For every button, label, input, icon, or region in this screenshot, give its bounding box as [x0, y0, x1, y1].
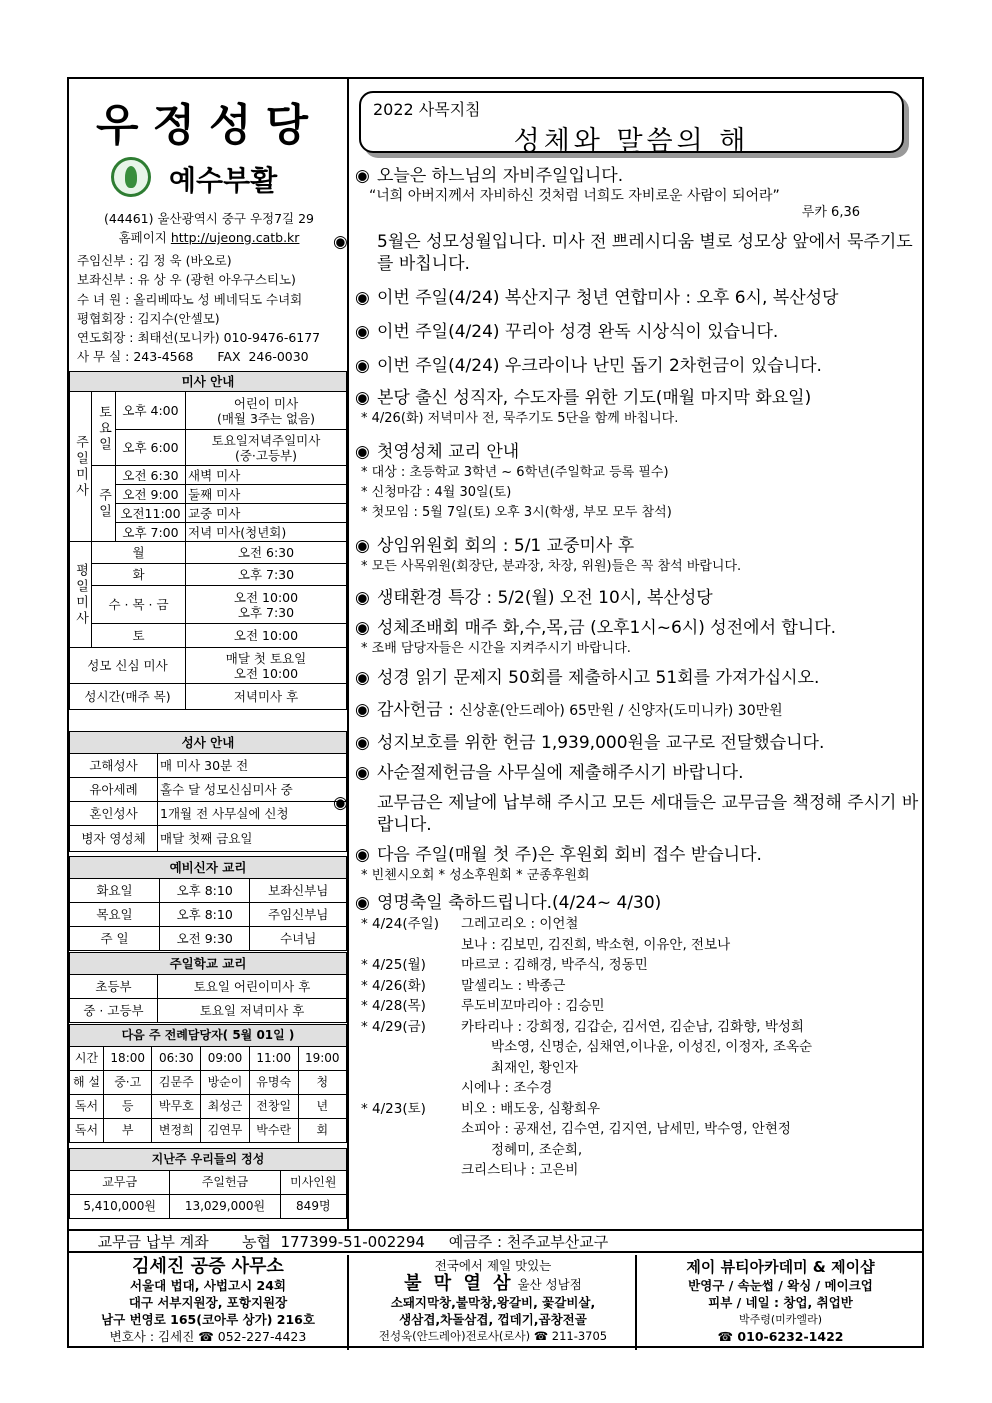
bullet-icon: ◉ — [355, 845, 370, 865]
sacrament-detail: 홀수 달 성모신심미사 중 — [158, 778, 347, 802]
ad-line: ☎ 010-6232-1422 — [717, 1329, 844, 1344]
church-address — [69, 209, 349, 247]
bullet-icon: ◉ — [355, 700, 370, 720]
feast-row — [361, 1099, 920, 1120]
sacrament-detail: 매 미사 30분 전 — [158, 754, 347, 778]
ad-beauty-academy — [639, 1255, 922, 1350]
feast-date: * 4/23(토) — [361, 1100, 426, 1117]
announcement — [355, 355, 920, 377]
duty-cell: 부 — [104, 1119, 152, 1143]
announcement-detail: 신상훈(안드레아) 65만원 / 신양자(도미니카) 30만원 — [459, 703, 783, 719]
offering-table — [69, 1148, 347, 1219]
class-day: 목요일 — [70, 903, 160, 927]
liturgy-duty-table — [69, 1024, 347, 1143]
homepage-label: 홈페이지 — [118, 230, 167, 245]
feast-row — [361, 1058, 920, 1079]
sacrament-name: 고해성사 — [70, 754, 158, 778]
weekday-name: 월 — [92, 542, 186, 564]
weekday-name: 토 — [92, 624, 186, 648]
feast-row — [361, 935, 920, 956]
feast-row — [361, 1017, 920, 1038]
announcement — [355, 699, 920, 722]
ad-restaurant — [351, 1255, 637, 1350]
announcement — [355, 732, 920, 754]
sacrament-name: 유아세례 — [70, 778, 158, 802]
catechumen-table — [69, 856, 347, 951]
feast-names: 카타리나 : 강희정, 김갑순, 김서연, 김순남, 김화향, 박성희 — [461, 1018, 804, 1035]
feast-names: 최재인, 황인자 — [461, 1059, 578, 1076]
duty-cell: 독서 — [70, 1095, 104, 1119]
account-info: 교무금 납부 계좌 농협 177399-51-002294 예금주 : 천주교부산교구 — [69, 1231, 922, 1253]
duty-cell: 11:00 — [249, 1047, 298, 1071]
catechumen-header: 예비신자 교리 — [70, 857, 347, 879]
announcement-text: 이번 주일(4/24) 꾸리아 성경 완독 시상식이 있습니다. — [377, 322, 779, 342]
saturday-label: 토요일 — [92, 392, 116, 466]
announcement-text: 이번 주일(4/24) 우크라이나 난민 돕기 2차헌금이 있습니다. — [377, 356, 822, 376]
school-division: 중 · 고등부 — [70, 999, 158, 1023]
sacrament-name: 병자 영성체 — [70, 826, 158, 852]
announcement — [333, 231, 920, 275]
duty-cell: 06:30 — [152, 1047, 201, 1071]
announcement — [355, 762, 920, 784]
mass-time: 오전 10:00 — [186, 624, 347, 648]
bullet-icon: ◉ — [355, 733, 370, 753]
mass-time: 오후 4:00 — [116, 392, 186, 430]
class-time: 오후 8:10 — [160, 903, 250, 927]
mass-name: 둘째 미사 — [186, 485, 347, 504]
ad-title: 김세진 공증 사무소 — [132, 1256, 284, 1277]
announcement-text: 감사헌금 : — [377, 700, 454, 720]
duty-cell: 중·고 — [104, 1071, 152, 1095]
announcement-text: 성경 읽기 문제지 50회를 제출하시고 51회를 가져가십시오. — [377, 668, 820, 688]
mass-time: 오전 6:30 — [116, 466, 186, 485]
feast-row — [361, 1119, 920, 1140]
bullet-icon: ◉ — [355, 356, 370, 376]
announcement-subtext: * 조배 담당자들은 시간을 지켜주시기 바랍니다. — [361, 641, 631, 656]
sunday-mass-label: 주일미사 — [70, 392, 92, 542]
mass-time: 오후 7:00 — [116, 523, 186, 542]
homepage-link[interactable]: http://ujeong.catb.kr — [170, 230, 300, 245]
bulletin-frame — [67, 77, 924, 1348]
bullet-icon: ◉ — [355, 322, 370, 342]
sacrament-detail: 1개월 전 사무실에 신청 — [158, 802, 347, 826]
ad-line: 소돼지막창,불막창,왕갈비, 꽃갈비살, — [390, 1295, 596, 1310]
class-time: 오전 9:30 — [160, 927, 250, 951]
feast-date: * 4/24(주일) — [361, 916, 439, 932]
announcement-subtext: * 대상 : 초등학교 3학년 ~ 6학년(주일학교 등록 필수) — [361, 465, 669, 480]
scripture-quote: “너희 아버지께서 자비하신 것처럼 너희도 자비로운 사람이 되어라” — [369, 188, 780, 204]
special-mass-name: 성시간(매주 목) — [70, 684, 186, 710]
announcement-text: 상임위원회 회의 : 5/1 교중미사 후 — [377, 536, 635, 556]
school-time: 토요일 저녁미사 후 — [158, 999, 347, 1023]
mass-time: 오전 6:30 — [186, 542, 347, 564]
ad-line: 생삼겹,차돌삼겹, 껍데기,곱창전골 — [399, 1312, 587, 1327]
right-column — [333, 79, 922, 1229]
liturgical-season: 예수부활 — [169, 164, 278, 197]
ad-line: 남구 번영로 165(코아루 상가) 216호 — [101, 1312, 315, 1327]
staff-list — [77, 251, 320, 367]
duty-cell: 18:00 — [104, 1047, 152, 1071]
announcement-text: 영명축일 축하드립니다.(4/24~ 4/30) — [377, 893, 662, 913]
announcement — [355, 387, 920, 409]
advertisements — [69, 1255, 922, 1350]
staff-line: 수 녀 원 : 올리베따노 성 베네딕도 수녀회 — [77, 291, 303, 307]
offering-value: 849명 — [280, 1195, 346, 1219]
announcement-subtext: * 첫모임 : 5월 7일(토) 오후 3시(학생, 부모 모두 참석) — [361, 505, 672, 520]
announcement — [355, 321, 920, 343]
feast-row — [361, 996, 920, 1017]
motto-year: 2022 사목지침 — [373, 100, 481, 119]
class-teacher: 보좌신부님 — [250, 879, 347, 903]
mass-name: 토요일저녁주일미사 (중·고등부) — [186, 430, 347, 466]
announcement-text: 성체조배회 매주 화,수,목,금 (오후1시~6시) 성전에서 합니다. — [377, 618, 837, 638]
announcement — [355, 165, 920, 187]
mass-name: 저녁 미사(청년회) — [186, 523, 347, 542]
sacrament-detail: 매달 첫째 금요일 — [158, 826, 347, 852]
announcement-text: 다음 주일(매월 첫 주)은 후원회 회비 접수 받습니다. — [377, 845, 762, 865]
feast-names: 시에나 : 조수경 — [461, 1080, 553, 1096]
bullet-icon: ◉ — [355, 588, 370, 608]
announcement — [355, 441, 920, 463]
feast-row — [361, 955, 920, 976]
duty-cell: 변정희 — [152, 1119, 201, 1143]
offering-label: 교무금 — [70, 1171, 170, 1195]
feast-names: 박소영, 신명순, 심채연,이나윤, 이성진, 이정자, 조옥순 — [461, 1039, 813, 1055]
announcement — [355, 587, 920, 609]
announcement-text: 오늘은 하느님의 자비주일입니다. — [377, 166, 624, 186]
announcement-subtext: * 신청마감 : 4월 30일(토) — [361, 485, 512, 500]
sacrament-name: 혼인성사 — [70, 802, 158, 826]
feast-date: * 4/29(금) — [361, 1018, 426, 1035]
weekday-name: 수 · 목 · 금 — [92, 586, 186, 624]
sunday-school-table — [69, 952, 347, 1023]
feast-names: 말셀리노 : 박종근 — [461, 977, 566, 994]
feast-row — [361, 976, 920, 997]
duty-cell: 년 — [298, 1095, 346, 1119]
feast-names: 정혜미, 조순희, — [461, 1141, 583, 1158]
announcement-text: 생태환경 특강 : 5/2(월) 오전 10시, 복산성당 — [377, 588, 713, 608]
duty-cell: 청 — [298, 1071, 346, 1095]
motto-title: 성체와 말씀의 해 — [513, 126, 750, 157]
announcement-subtext: * 모든 사목위원(회장단, 분과장, 차장, 위원)들은 꼭 참석 바랍니다. — [361, 559, 742, 574]
feast-names: 보나 : 김보민, 김진희, 박소현, 이유안, 전보나 — [461, 936, 731, 953]
ad-line: 울산 성남점 — [517, 1277, 582, 1292]
mass-time: 오전 10:00 오후 7:30 — [186, 586, 347, 624]
feast-names: 루도비꼬마리아 : 김승민 — [461, 998, 605, 1014]
announcement — [355, 287, 920, 309]
announcement — [355, 892, 920, 914]
duty-cell: 해 설 — [70, 1071, 104, 1095]
mass-time: 오전11:00 — [116, 504, 186, 523]
class-teacher: 주임신부님 — [250, 903, 347, 927]
sacrament-table — [69, 731, 347, 852]
offering-label: 주일헌금 — [170, 1171, 280, 1195]
duty-cell: 전창일 — [249, 1095, 298, 1119]
school-division: 초등부 — [70, 975, 158, 999]
duty-cell: 김연무 — [201, 1119, 250, 1143]
feast-date: * 4/26(화) — [361, 977, 426, 994]
ad-line: 전성욱(안드레아)전로사(로사) ☎ 211-3705 — [378, 1329, 608, 1343]
sacrament-header: 성사 안내 — [70, 732, 347, 754]
mass-time: 오후 6:00 — [116, 430, 186, 466]
left-column — [69, 79, 349, 1229]
announcement — [333, 792, 920, 836]
offering-label: 미사인원 — [280, 1171, 346, 1195]
announcement-text: 본당 출신 성직자, 수도자를 위한 기도(매월 마지막 화요일) — [377, 388, 812, 408]
feast-names: 소피아 : 공재선, 김수연, 김지연, 남세민, 박수영, 안현정 — [461, 1121, 791, 1137]
duty-cell: 시간 — [70, 1047, 104, 1071]
mass-time: 오후 7:30 — [186, 564, 347, 586]
class-day: 화요일 — [70, 879, 160, 903]
announcement — [355, 844, 920, 866]
ad-line: 변호사 : 김세진 ☎ 052-227-4423 — [109, 1329, 307, 1344]
ad-line: 서울대 법대, 사법고시 24회 — [130, 1278, 286, 1293]
staff-line: 보좌신부 : 유 상 우 (광헌 아우구스티노) — [77, 272, 296, 288]
duty-cell: 유명숙 — [249, 1071, 298, 1095]
duty-header: 다음 주 전례담당자( 5월 01일 ) — [70, 1025, 347, 1047]
staff-line: 연도회장 : 최태선(모니카) 010-9476-6177 — [77, 330, 321, 346]
mass-name: 어린이 미사 (매월 3주는 없음) — [186, 392, 347, 430]
bullet-icon: ◉ — [355, 388, 370, 408]
duty-cell: 등 — [104, 1095, 152, 1119]
bullet-icon: ◉ — [355, 166, 370, 186]
staff-line: 주임신부 : 김 정 욱 (바오로) — [77, 253, 232, 268]
ad-line: 피부 / 네일 : 창업, 취업반 — [708, 1295, 853, 1310]
announcement — [355, 617, 920, 639]
bullet-icon: ◉ — [355, 763, 370, 783]
sunday-school-header: 주일학교 교리 — [70, 953, 347, 975]
scripture-ref: 루카 6,36 — [801, 205, 860, 220]
announcement-text: 첫영성체 교리 안내 — [377, 442, 520, 462]
address-line: (44461) 울산광역시 중구 우정7길 29 — [103, 211, 315, 226]
feast-day-list — [355, 914, 920, 1181]
feast-names: 마르코 : 김해경, 박주식, 정동민 — [461, 957, 648, 973]
announcement — [355, 667, 920, 689]
bullet-icon: ◉ — [333, 232, 348, 252]
duty-cell: 최성근 — [201, 1095, 250, 1119]
duty-cell: 김문주 — [152, 1071, 201, 1095]
duty-cell: 19:00 — [298, 1047, 346, 1071]
staff-line: 사 무 실 : 243-4568 FAX 246-0030 — [77, 349, 309, 365]
announcement-text: 교무금은 제날에 납부해 주시고 모든 세대들은 교무금을 책정해 주시기 바랍니다. — [377, 793, 919, 835]
feast-names: 비오 : 배도웅, 심황희우 — [461, 1100, 601, 1117]
offering-value: 5,410,000원 — [70, 1195, 170, 1219]
special-mass-time: 저녁미사 후 — [186, 684, 347, 710]
announcement-subtext: * 4/26(화) 저녁미사 전, 묵주기도 5단을 함께 바칩니다. — [361, 411, 679, 426]
ad-line: 박주령(미카엘라) — [739, 1313, 822, 1326]
ad-line: 전국에서 제일 맛있는 — [434, 1258, 552, 1273]
bullet-icon: ◉ — [355, 288, 370, 308]
feast-date: * 4/28(목) — [361, 998, 426, 1014]
special-mass-time: 매달 첫 토요일 오전 10:00 — [186, 648, 347, 684]
feast-row — [361, 914, 920, 935]
announcement — [355, 535, 920, 557]
weekday-name: 화 — [92, 564, 186, 586]
feast-row — [361, 1037, 920, 1058]
mass-name: 교중 미사 — [186, 504, 347, 523]
duty-cell: 회 — [298, 1119, 346, 1143]
offering-value: 13,029,000원 — [170, 1195, 280, 1219]
bullet-icon: ◉ — [355, 618, 370, 638]
homepage-line — [69, 228, 349, 247]
bullet-icon: ◉ — [333, 793, 348, 813]
church-logo-icon — [111, 157, 151, 197]
duty-cell: 09:00 — [201, 1047, 250, 1071]
duty-cell: 독서 — [70, 1119, 104, 1143]
announcement-text: 성지보호를 위한 헌금 1,939,000원을 교구로 전달했습니다. — [377, 733, 825, 753]
footer — [69, 1229, 922, 1344]
feast-names: 크리스티나 : 고은비 — [461, 1162, 579, 1178]
mass-header: 미사 안내 — [70, 372, 347, 392]
mass-schedule-table — [69, 371, 347, 710]
announcement-text: 사순절제헌금을 사무실에 제출해주시기 바랍니다. — [377, 763, 744, 783]
mass-time: 오전 9:00 — [116, 485, 186, 504]
ad-title: 제이 뷰티아카데미 & 제이샵 — [686, 1258, 875, 1276]
church-name: 우정성당 — [95, 100, 322, 151]
ad-notary-office — [69, 1255, 349, 1350]
feast-names: 그레고리오 : 이언철 — [461, 916, 579, 932]
bullet-icon: ◉ — [355, 668, 370, 688]
weekday-mass-label: 평일미사 — [70, 542, 92, 648]
offering-header: 지난주 우리들의 정성 — [70, 1149, 347, 1171]
announcement-text: 5월은 성모성월입니다. 미사 전 쁘레시디움 별로 성모상 앞에서 묵주기도를 바칩니다. — [377, 232, 913, 274]
bullet-icon: ◉ — [355, 442, 370, 462]
feast-row — [361, 1078, 920, 1099]
announcement-text: 이번 주일(4/24) 복산지구 청년 연합미사 : 오후 6시, 복산성당 — [377, 288, 839, 308]
duty-cell: 박무호 — [152, 1095, 201, 1119]
sunday-label: 주일 — [92, 466, 116, 542]
duty-cell: 박수란 — [249, 1119, 298, 1143]
pastoral-motto-box — [359, 91, 904, 157]
feast-row — [361, 1160, 920, 1181]
ad-line: 반영구 / 속눈썹 / 왁싱 / 메이크업 — [688, 1278, 873, 1293]
announcement-subtext: * 빈첸시오회 * 성소후원회 * 군종후원회 — [361, 868, 590, 883]
feast-row — [361, 1140, 920, 1161]
ad-title: 불 막 열 삼 — [404, 1273, 514, 1294]
class-teacher: 수녀님 — [250, 927, 347, 951]
duty-cell: 방순이 — [201, 1071, 250, 1095]
announcements — [333, 165, 920, 1181]
ad-line: 대구 서부지원장, 포항지원장 — [128, 1295, 288, 1310]
class-time: 오후 8:10 — [160, 879, 250, 903]
bullet-icon: ◉ — [355, 893, 370, 913]
special-mass-name: 성모 신심 미사 — [70, 648, 186, 684]
class-day: 주 일 — [70, 927, 160, 951]
school-time: 토요일 어린이미사 후 — [158, 975, 347, 999]
mass-name: 새벽 미사 — [186, 466, 347, 485]
staff-line: 평협회장 : 김지수(안셀모) — [77, 310, 220, 326]
feast-date: * 4/25(월) — [361, 957, 426, 973]
bullet-icon: ◉ — [355, 536, 370, 556]
